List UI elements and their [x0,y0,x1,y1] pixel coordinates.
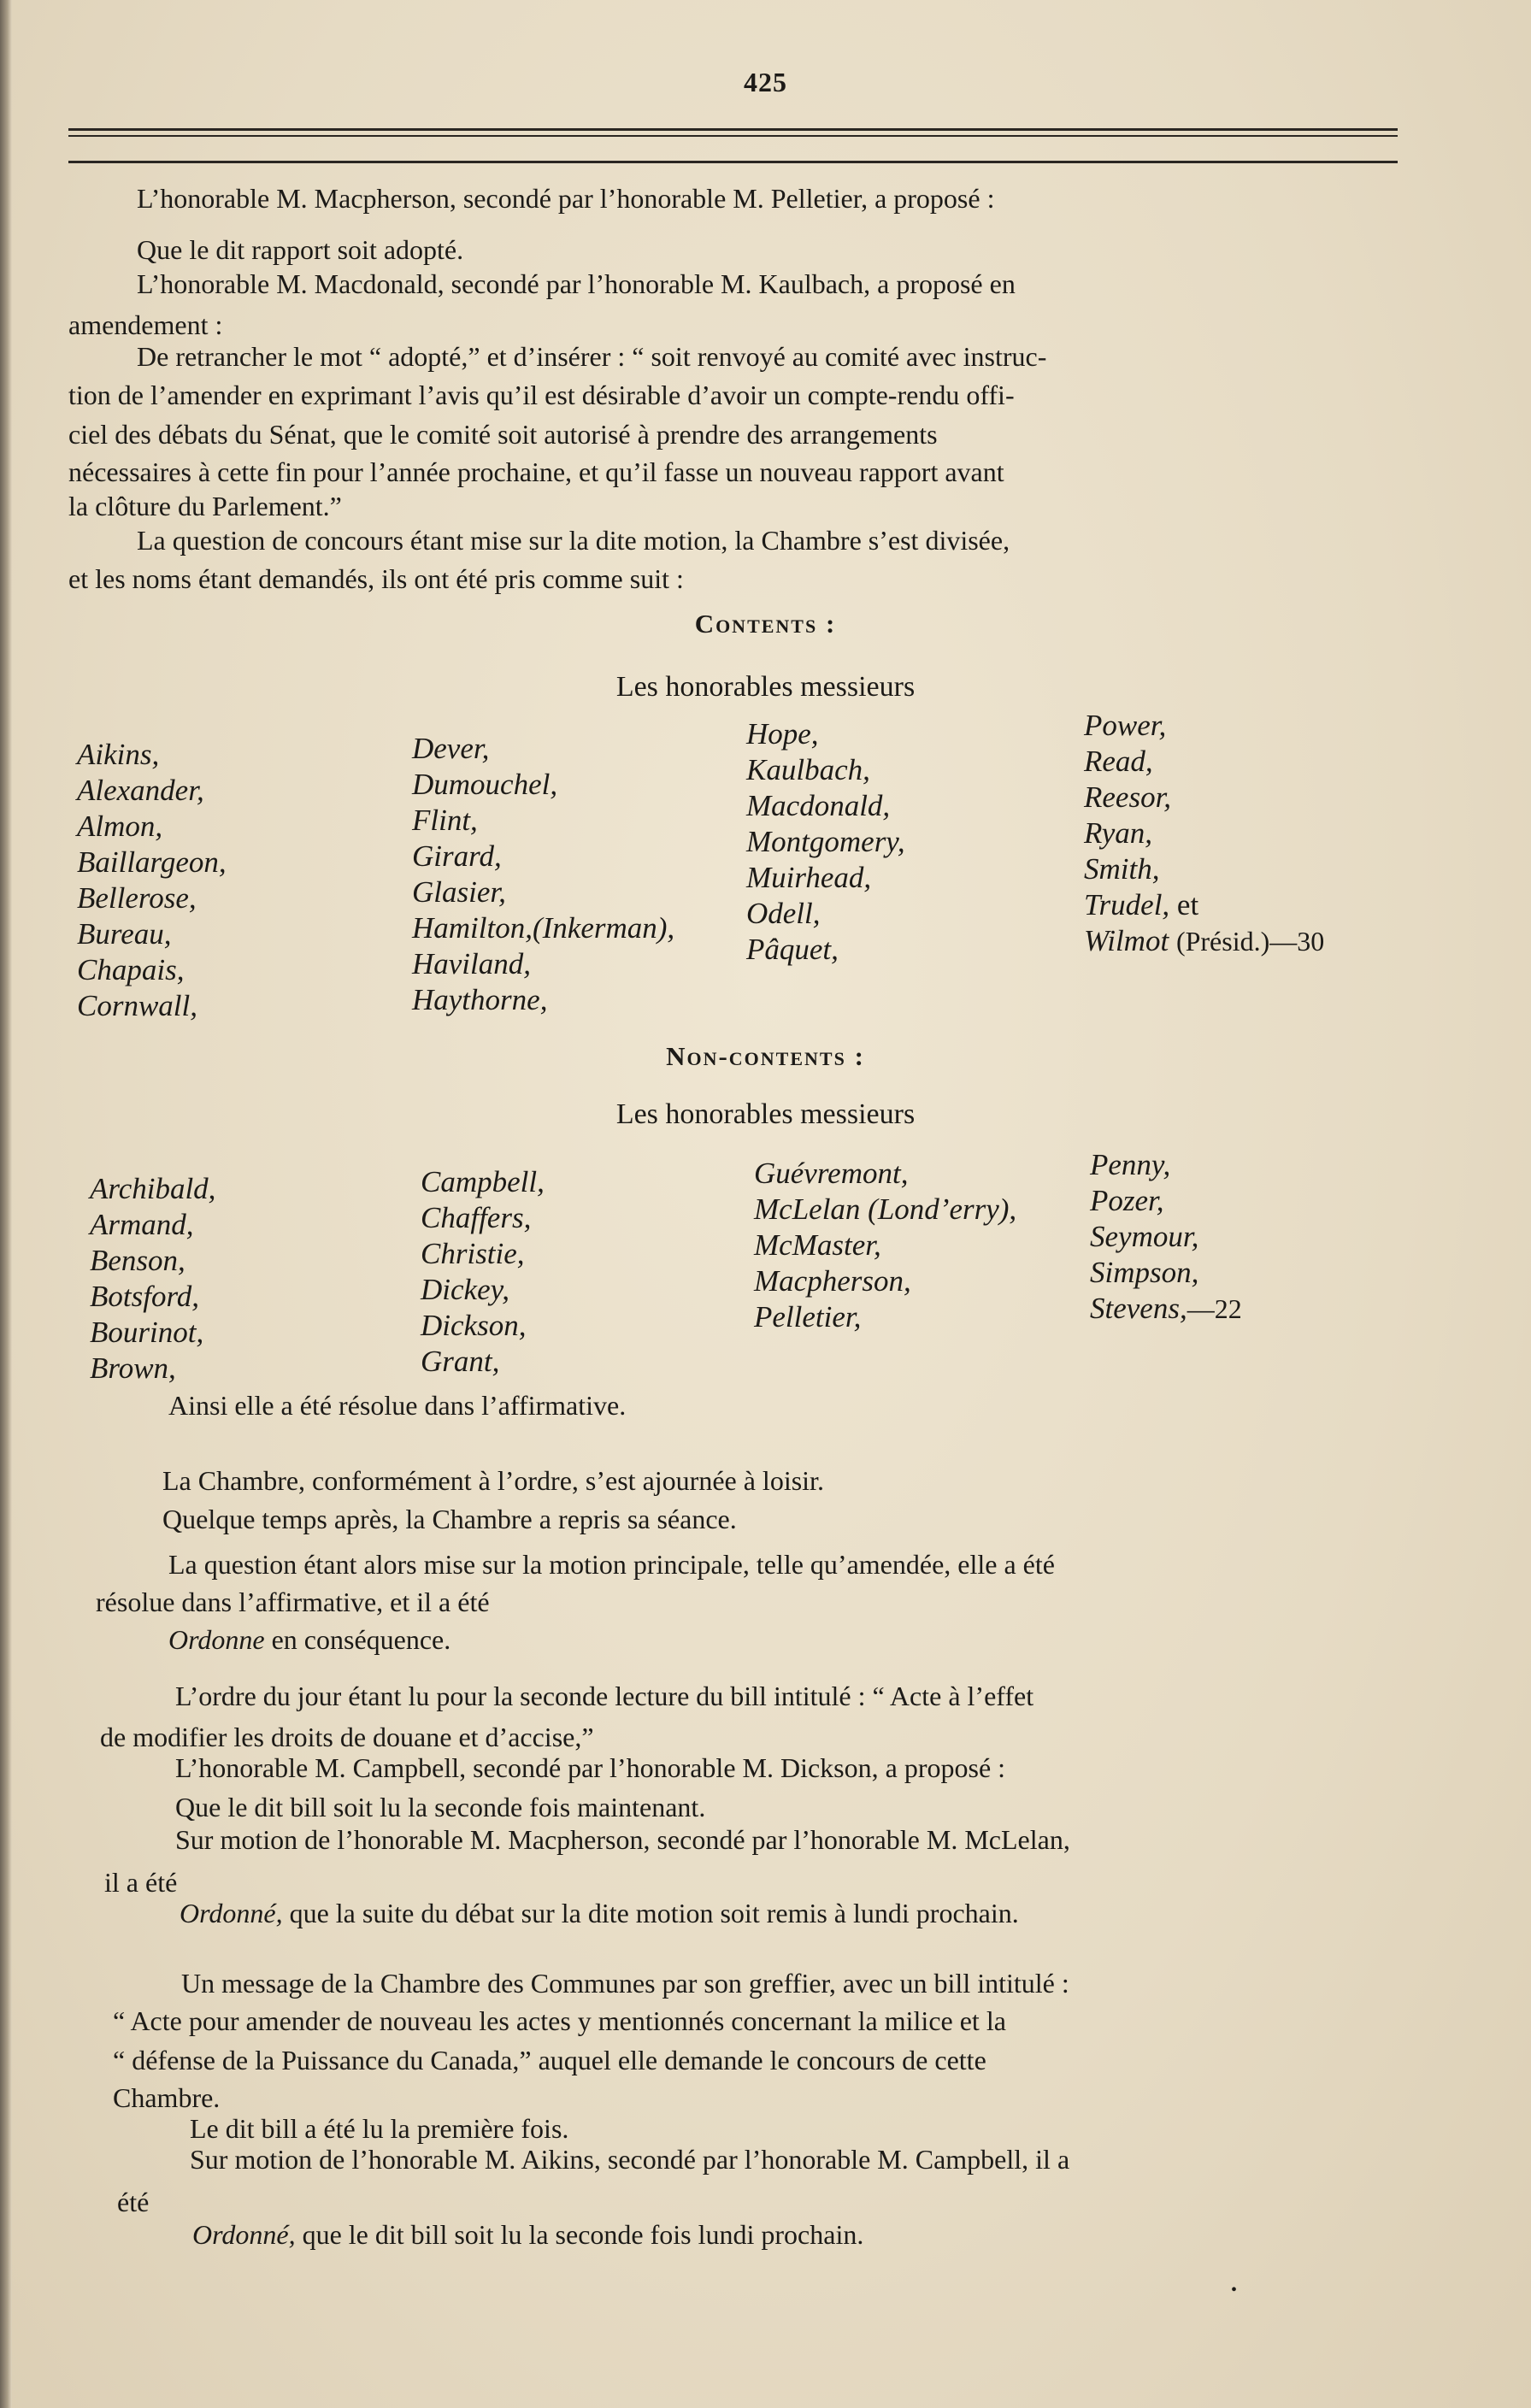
name-entry: Bellerose, [77,881,197,915]
text-line: tion de l’amender en exprimant l’avis qu’il est désirable d’avoir un compte-rendu offi- [68,380,1015,410]
text-line: Que le dit rapport soit adopté. [137,234,464,265]
header-rule [68,128,1398,131]
name-entry: Kaulbach, [746,753,870,786]
text-line: Ordonne en conséquence. [168,1624,451,1655]
text-line: résolue dans l’affirmative, et il a été [96,1587,490,1617]
name-entry: Read, [1084,745,1153,778]
non-contents-column-3 [754,1156,1016,1335]
text-line: Quelque temps après, la Chambre a repris sa séance. [162,1504,737,1534]
text-line: L’honorable M. Macdonald, secondé par l’honorable M. Kaulbach, a proposé en [137,268,1016,299]
name-entry: Haviland, [412,947,532,980]
contents-heading: Contents : [694,609,837,639]
text-line: “ défense de la Puissance du Canada,” auquel elle demande le concours de cette [113,2045,986,2075]
contents-subheading: Les honorables messieurs [615,671,916,703]
text-line: amendement : [68,309,223,340]
text-line: Sur motion de l’honorable M. Aikins, secondé par l’honorable M. Campbell, il a [190,2144,1070,2175]
text-line: été [117,2187,150,2217]
name-entry: Montgomery, [746,825,905,858]
text-line: Ordonné, que la suite du débat sur la dite motion soit remis à lundi prochain. [180,1898,1019,1928]
page-number: 425 [744,67,787,97]
ink-mark: • [1231,2281,1238,2299]
text-line: L’ordre du jour étant lu pour la seconde lecture du bill intitulé : “ Acte à l’effet [175,1681,1034,1711]
name-entry: Smith, [1084,852,1160,886]
name-entry: Armand, [90,1208,194,1241]
text-line: Le dit bill a été lu la première fois. [190,2113,569,2144]
name-entry: Botsford, [90,1280,200,1313]
text-line: nécessaires à cette fin pour l’année prochaine, et qu’il fasse un nouveau rapport avant [68,456,1004,487]
name-entry: Simpson, [1090,1256,1199,1289]
name-entry: Macdonald, [746,789,891,822]
page-gutter [0,0,12,2408]
text-line: Sur motion de l’honorable M. Macpherson, secondé par l’honorable M. McLelan, [175,1824,1070,1855]
contents-column-2 [412,731,674,1018]
name-entry: Dever, [412,732,490,765]
name-entry: Penny, [1090,1148,1171,1181]
name-entry: Dickey, [421,1273,509,1306]
non-contents-heading: Non-contents : [666,1041,865,1071]
text-line: et les noms étant demandés, ils ont été pris comme suit : [68,563,684,594]
name-entry: Christie, [421,1237,525,1270]
name-entry: Ryan, [1084,816,1153,850]
non-contents-column-2 [421,1164,545,1380]
name-entry: Power, [1084,709,1167,742]
name-entry: Cornwall, [77,989,198,1022]
name-entry: Hamilton,(Inkerman), [412,911,675,945]
text-line: Un message de la Chambre des Communes par son greffier, avec un bill intitulé : [181,1968,1069,1999]
name-entry: Bourinot, [90,1316,204,1349]
name-entry: Odell, [746,897,821,930]
name-entry: Pâquet, [746,933,839,966]
name-entry: Stevens,—22 [1090,1292,1242,1325]
name-entry: Brown, [90,1351,176,1385]
text-line: ciel des débats du Sénat, que le comité soit autorisé à prendre des arrangements [68,419,938,450]
header-rule [68,135,1398,137]
text-line: Que le dit bill soit lu la seconde fois maintenant. [175,1792,706,1822]
name-entry: Campbell, [421,1165,545,1198]
name-entry: Haythorne, [412,983,548,1016]
text-line: de modifier les droits de douane et d’accise,” [100,1722,594,1752]
text-line: La question de concours étant mise sur la dite motion, la Chambre s’est divisée, [137,525,1010,556]
name-entry: Dickson, [421,1309,527,1342]
resolution-line: Ainsi elle a été résolue dans l’affirmative. [168,1390,627,1421]
name-entry: Muirhead, [746,861,872,894]
name-entry: Bureau, [77,917,172,951]
name-entry: Reesor, [1084,780,1172,814]
text-line: il a été [104,1867,178,1898]
non-contents-subheading: Les honorables messieurs [615,1098,916,1130]
contents-column-4 [1084,708,1324,959]
name-entry: Macpherson, [754,1264,911,1298]
contents-column-3 [746,716,905,968]
header-rule [68,161,1398,163]
text-line: La question étant alors mise sur la motion principale, telle qu’amendée, elle a été [168,1549,1055,1580]
name-entry: Glasier, [412,875,506,909]
name-entry: Archibald, [90,1172,216,1205]
name-entry: Chapais, [77,953,185,986]
name-entry: Wilmot (Présid.)—30 [1084,924,1325,957]
name-entry: Hope, [746,717,819,751]
name-entry: Alexander, [77,774,204,807]
name-entry: Almon, [77,810,163,843]
name-entry: Flint, [412,804,478,837]
name-entry: Trudel, et [1084,888,1199,921]
name-entry: Girard, [412,839,502,873]
name-entry: Guévremont, [754,1157,909,1190]
name-entry: McMaster, [754,1228,881,1262]
text-line: De retrancher le mot “ adopté,” et d’insérer : “ soit renvoyé au comité avec instruc- [137,341,1047,372]
name-entry: Chaffers, [421,1201,532,1234]
name-entry: Baillargeon, [77,845,227,879]
name-entry: McLelan (Lond’erry), [754,1192,1017,1226]
text-line: la clôture du Parlement.” [68,491,342,521]
text-line: “ Acte pour amender de nouveau les actes y mentionnés concernant la milice et la [113,2005,1006,2036]
text-line: La Chambre, conformément à l’ordre, s’est ajournée à loisir. [162,1465,824,1496]
contents-column-1 [77,737,227,1024]
non-contents-column-4 [1090,1147,1242,1327]
text-line: L’honorable M. Campbell, secondé par l’honorable M. Dickson, a proposé : [175,1752,1006,1783]
name-entry: Dumouchel, [412,768,558,801]
text-line: Ordonné, que le dit bill soit lu la seconde fois lundi prochain. [192,2219,864,2250]
name-entry: Grant, [421,1345,500,1378]
text-line: Chambre. [113,2082,221,2113]
name-entry: Pozer, [1090,1184,1164,1217]
name-entry: Pelletier, [754,1300,862,1334]
name-entry: Seymour, [1090,1220,1199,1253]
name-entry: Aikins, [77,738,160,771]
non-contents-column-1 [90,1171,215,1387]
text-line: L’honorable M. Macpherson, secondé par l’honorable M. Pelletier, a proposé : [137,183,995,214]
name-entry: Benson, [90,1244,185,1277]
